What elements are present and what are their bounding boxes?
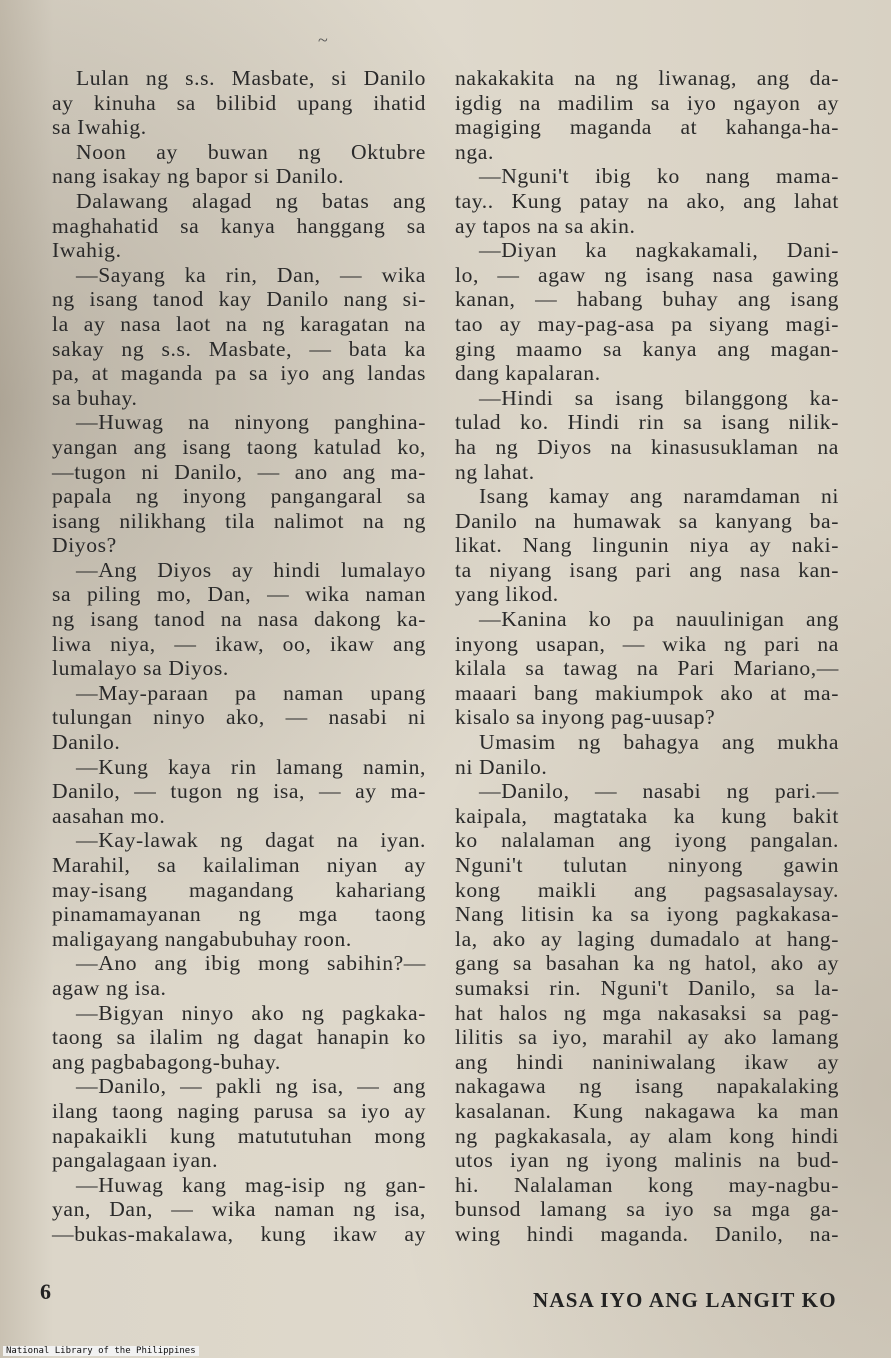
text-line: pa, at maganda pa sa iyo ang landas [52, 361, 426, 386]
text-line: ang hindi naniniwalang ikaw ay [455, 1049, 839, 1074]
text-line: Nang litisin ka sa iyong pagkakasa- [455, 902, 839, 927]
library-credit: National Library of the Philippines [3, 1346, 199, 1356]
text-line: la ay nasa laot na ng karagatan na [52, 311, 426, 336]
text-line: papala ng inyong pangangaral sa [52, 484, 426, 509]
text-line: —Sayang ka rin, Dan, — wika [76, 262, 426, 287]
text-line: ha ng Diyos na kinasusuklaman na [455, 434, 839, 459]
text-line: pinamamayanan ng mga taong [52, 902, 426, 927]
text-line: sa buhay. [52, 385, 138, 410]
text-line: hat halos ng mga nakasaksi sa pag- [455, 1000, 839, 1025]
text-line: Lulan ng s.s. Masbate, si Danilo [76, 66, 426, 90]
text-line: ging maamo sa kanya ang magan- [455, 336, 839, 361]
text-line: Danilo. [52, 730, 121, 755]
text-line: ta niyang isang pari ang nasa kan- [455, 557, 839, 582]
text-line: wing hindi maganda. Danilo, na- [455, 1221, 839, 1246]
text-line: —Huwag kang mag-isip ng gan- [76, 1172, 426, 1197]
text-line: ng isang tanod na nasa dakong ka- [52, 607, 426, 632]
text-line: —Kay-lawak ng dagat na iyan. [76, 828, 426, 853]
text-line: gang sa basahan ka ng hatol, ako ay [455, 951, 839, 976]
text-line: magiging maganda at kahanga-ha- [455, 115, 839, 140]
text-line: Nguni't tulutan ninyong gawin [455, 853, 839, 877]
page-number: 6 [40, 1279, 51, 1304]
text-line: —Diyan ka nagkakamali, Dani- [479, 238, 839, 263]
text-line: —Bigyan ninyo ako ng pagkaka- [76, 1000, 426, 1025]
text-line: ko nalalaman ang iyong pangalan. [455, 828, 839, 853]
text-line: dang kapalaran. [455, 361, 601, 386]
left-text-column [52, 66, 426, 1247]
text-line: la, ako ay laging dumadalo at hang- [455, 926, 839, 951]
text-line: —Danilo, — pakli ng isa, — ang [76, 1074, 426, 1099]
text-line: kisalo sa inyong pag-uusap? [455, 705, 716, 730]
text-line: taong sa ilalim ng dagat hanapin ko [52, 1025, 426, 1050]
text-line: —Hindi sa isang bilanggong ka- [479, 385, 839, 410]
text-line: ng lahat. [455, 459, 535, 484]
text-line: aasahan mo. [52, 803, 166, 828]
text-line: —bukas-makalawa, kung ikaw ay [52, 1221, 426, 1246]
text-line: yang likod. [455, 582, 559, 607]
text-line: yangan ang isang taong katulad ko, [52, 434, 426, 459]
text-line: sumaksi rin. Nguni't Danilo, sa la- [455, 975, 839, 1000]
text-line: sakay ng s.s. Masbate, — bata ka [52, 336, 426, 361]
text-line: ng isang tanod kay Danilo nang si- [52, 287, 426, 312]
text-line: —tugon ni Danilo, — ano ang ma- [52, 459, 426, 484]
text-line: kanan, — habang buhay ang isang [455, 287, 839, 312]
text-line: kasalanan. Kung nakagawa ka man [455, 1098, 839, 1123]
text-line: Noon ay buwan ng Oktubre [76, 139, 426, 164]
text-line: isang nilikhang tila nalimot na ng [52, 508, 426, 533]
text-line: nang isakay ng bapor si Danilo. [52, 164, 345, 189]
text-line: lumalayo sa Diyos. [52, 656, 229, 681]
text-line: Marahil, sa kailaliman niyan ay [52, 853, 426, 877]
text-line: Umasim ng bahagya ang mukha [479, 730, 839, 755]
text-line: Iwahig. [52, 238, 122, 263]
text-line: —Kanina ko pa nauulinigan ang [479, 607, 839, 632]
text-line: kaipala, magtataka ka kung bakit [455, 803, 839, 828]
text-line: ang pagbabagong-buhay. [52, 1049, 281, 1074]
text-line: nakagawa ng isang napakalaking [455, 1074, 839, 1099]
running-title: NASA IYO ANG LANGIT KO [533, 1288, 837, 1312]
text-line: Diyos? [52, 533, 117, 558]
text-line: yan, Dan, — wika naman ng isa, [52, 1197, 426, 1222]
text-line: kilala sa tawag na Pari Mariano,— [455, 656, 839, 681]
text-line: tulungan ninyo ako, — nasabi ni [52, 705, 426, 730]
text-line: —Ang Diyos ay hindi lumalayo [76, 557, 426, 582]
text-line: nga. [455, 139, 494, 164]
text-line: agaw ng isa. [52, 975, 167, 1000]
text-line: Danilo, — tugon ng isa, — ay ma- [52, 779, 426, 804]
text-line: tao ay may-pag-asa pa siyang magi- [455, 311, 839, 336]
text-line: hi. Nalalaman kong may-nagbu- [455, 1172, 839, 1197]
text-line: ay tapos na sa akin. [455, 213, 636, 238]
text-line: lilitis sa iyo, marahil ay ako lamang [455, 1025, 839, 1050]
text-line: —Ano ang ibig mong sabihin?— [76, 951, 426, 976]
text-line: maghahatid sa kanya hanggang sa [52, 213, 426, 238]
text-line: kong maikli ang pagsasalaysay. [455, 877, 839, 902]
text-line: likat. Nang lingunin niya ay naki- [455, 533, 839, 558]
text-line: maligayang nangabubuhay roon. [52, 926, 352, 951]
page-top-mark: ~ [318, 30, 328, 50]
text-line: utos iyan ng iyong malinis na bud- [455, 1148, 839, 1173]
text-line: Dalawang alagad ng batas ang [76, 188, 426, 213]
text-line: tulad ko. Hindi rin sa isang nilik- [455, 410, 839, 435]
text-line: sa piling mo, Dan, — wika naman [52, 582, 426, 607]
text-line: —Nguni't ibig ko nang mama- [479, 164, 839, 189]
text-line: liwa niya, — ikaw, oo, ikaw ang [52, 631, 426, 656]
text-line: —May-paraan pa naman upang [76, 680, 426, 705]
text-line: may-isang magandang kahariang [52, 877, 426, 902]
text-line: lo, — agaw ng isang nasa gawing [455, 262, 839, 287]
text-line: ng pagkakasala, ay alam kong hindi [455, 1123, 839, 1148]
text-line: tay.. Kung patay na ako, ang lahat [455, 188, 839, 213]
right-text-column [455, 66, 839, 1247]
text-line: pangalagaan iyan. [52, 1148, 219, 1173]
text-line: Danilo na humawak sa kanyang ba- [455, 508, 839, 533]
text-line: igdig na madilim sa iyo ngayon ay [455, 90, 839, 115]
text-line: maaari bang makiumpok ako at ma- [455, 680, 839, 705]
text-line: sa Iwahig. [52, 115, 147, 140]
text-line: bunsod lamang sa iyo sa mga ga- [455, 1197, 839, 1222]
text-line: napakaikli kung matututuhan mong [52, 1123, 426, 1148]
text-line: ay kinuha sa bilibid upang ihatid [52, 90, 426, 115]
text-line: Isang kamay ang naramdaman ni [479, 484, 839, 509]
text-line: ni Danilo. [455, 754, 548, 779]
text-line: nakakakita na ng liwanag, ang da- [455, 66, 839, 90]
text-line: ilang taong naging parusa sa iyo ay [52, 1098, 426, 1123]
text-line: inyong usapan, — wika ng pari na [455, 631, 839, 656]
text-line: —Kung kaya rin lamang namin, [76, 754, 426, 779]
text-line: —Danilo, — nasabi ng pari.— [479, 779, 839, 804]
text-line: —Huwag na ninyong panghina- [76, 410, 426, 435]
